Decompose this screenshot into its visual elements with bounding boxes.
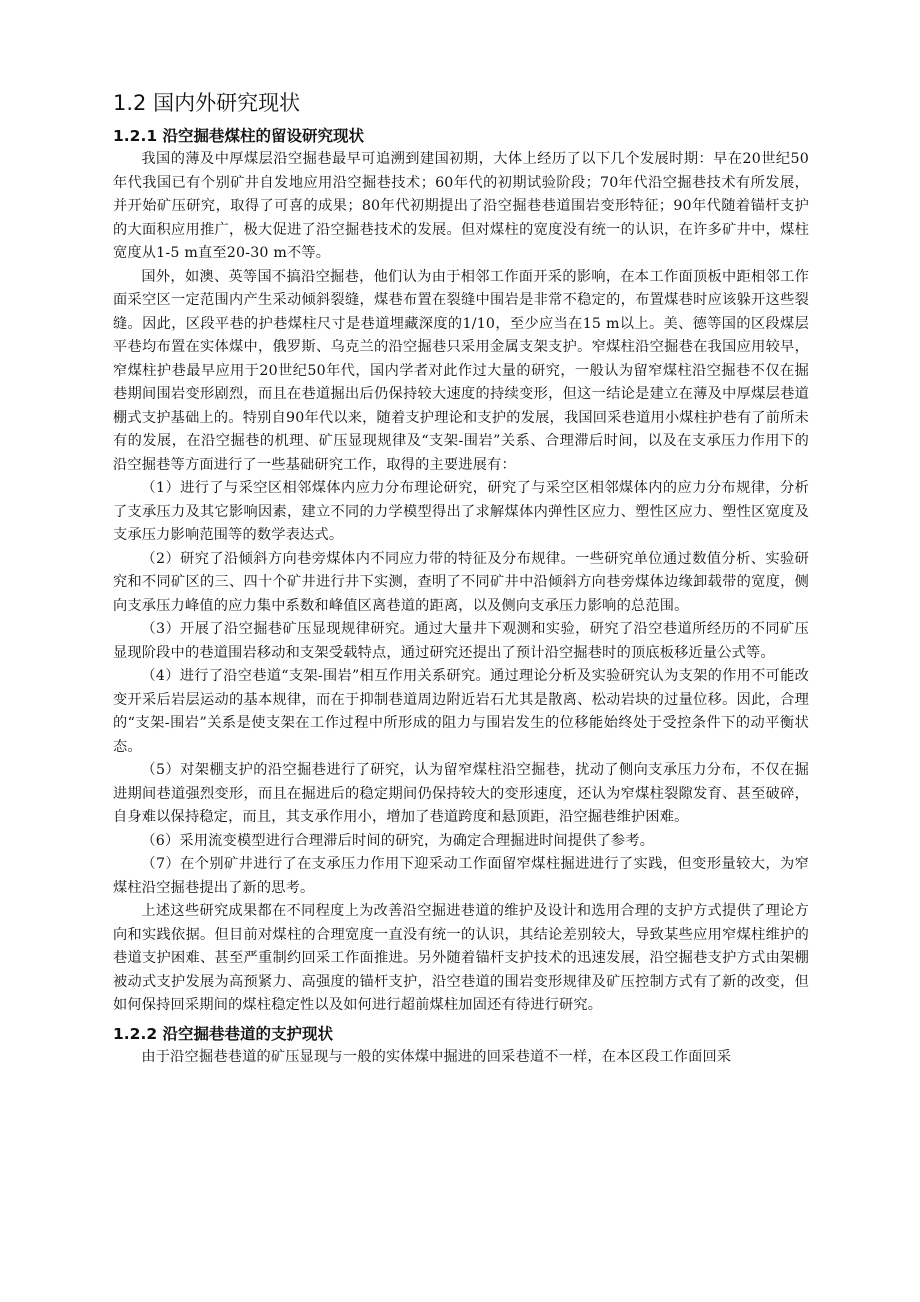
list-paragraph-7: （7）在个别矿井进行了在支承压力作用下迎采动工作面留窄煤柱掘进进行了实践，但变形量较大，为窄煤柱沿空掘巷提出了新的思考。 xyxy=(113,856,809,896)
paragraph: 我国的薄及中厚煤层沿空掘巷最早可追溯到建国初期，大体上经历了以下几个发展时期：早在20世纪50年代我国已有个别矿井自发地应用沿空掘巷技术；60年代的初期试验阶段；70年代沿空掘巷技术有所发展，并开始矿压研究，取得了可喜的成果；80年代初期提出了沿空掘巷巷道围岩变形特征；90年代随着锚杆支护的大面积应用推广，极大促进了沿空掘巷技术的发展。但对煤柱的宽度没有统一的认识，在许多矿井中，煤柱宽度从1-5 m直至20-30 m不等。 xyxy=(113,151,809,261)
list-paragraph-3: （3）开展了沿空掘巷矿压显现规律研究。通过大量井下观测和实验，研究了沿空巷道所经历的不同矿压显现阶段中的巷道围岩移动和支架受载特点，通过研究还提出了预计沿空掘巷时的顶底板移近量公式等。 xyxy=(113,621,809,661)
list-paragraph-4: （4）进行了沿空巷道“支架-围岩”相互作用关系研究。通过理论分析及实验研究认为支架的作用不可能改变开采后岩层运动的基本规律，而在于抑制巷道周边附近岩石尤其是散离、松动岩块的过量位移。因此，合理的“支架-围岩”关系是使支架在工作过程中所形成的阻力与围岩发生的位移能始终处于受控条件下的动平衡状态。 xyxy=(113,668,809,755)
subsection-heading-2: 1.2.2 沿空掘巷巷道的支护现状 xyxy=(113,1024,334,1043)
paragraph: 上述这些研究成果都在不同程度上为改善沿空掘进巷道的维护及设计和选用合理的支护方式提供了理论方向和实践依据。但目前对煤柱的合理宽度一直没有统一的认识，其结论差别较大，导致某些应用窄煤柱维护的巷道支护困难、甚至严重制约回采工作面推进。另外随着锚杆支护技术的迅速发展，沿空掘巷支护方式由架棚被动式支护发展为高预紧力、高强度的锚杆支护，沿空巷道的围岩变形规律及矿压控制方式有了新的改变，但如何保持回采期间的煤柱稳定性以及如何进行超前煤柱加固还有待进行研究。 xyxy=(113,903,809,1013)
list-paragraph-5: （5）对架棚支护的沿空掘巷进行了研究，认为留窄煤柱沿空掘巷，扰动了侧向支承压力分布，不仅在掘进期间巷道强烈变形，而且在掘进后的稳定期间仍保持较大的变形速度，还认为窄煤柱裂隙发育、甚至破碎，自身难以保持稳定，而且，其支承作用小，增加了巷道跨度和悬顶距，沿空掘巷维护困难。 xyxy=(113,762,809,825)
paragraph: 由于沿空掘巷巷道的矿压显现与一般的实体煤中掘进的回采巷道不一样，在本区段工作面回采 xyxy=(141,1048,732,1065)
list-paragraph-6: （6）采用流变模型进行合理滞后时间的研究，为确定合理掘进时间提供了参考。 xyxy=(141,832,655,849)
subsection-heading-1: 1.2.1 沿空掘巷煤柱的留设研究现状 xyxy=(113,127,365,145)
list-paragraph-1: （1）进行了与采空区相邻煤体内应力分布理论研究，研究了与采空区相邻煤体内的应力分布规律，分析了支承压力及其它影响因素，建立不同的力学模型得出了求解煤体内弹性区应力、塑性区应力、塑性区宽度及支承压力影响范围等的数学表达式。 xyxy=(113,480,809,543)
section-heading: 1.2 国内外研究现状 xyxy=(113,91,301,115)
list-paragraph-2: （2）研究了沿倾斜方向巷旁煤体内不同应力带的特征及分布规律。一些研究单位通过数值分析、实验研究和不同矿区的三、四十个矿井进行井下实测，查明了不同矿井中沿倾斜方向巷旁煤体边缘卸载带的宽度，侧向支承压力峰值的应力集中系数和峰值区离巷道的距离，以及侧向支承压力影响的总范围。 xyxy=(113,550,809,614)
document-page xyxy=(113,88,809,1069)
paragraph: 国外，如澳、英等国不搞沿空掘巷，他们认为由于相邻工作面开采的影响，在本工作面顶板中距相邻工作面采空区一定范围内产生采动倾斜裂缝，煤巷布置在裂缝中围岩是非常不稳定的，布置煤巷时应该躲开这些裂缝。因此，区段平巷的护巷煤柱尺寸是巷道埋藏深度的1/10，至少应当在15 m以上。美、德等国的区段煤层平巷均布置在实体煤中，俄罗斯、乌克兰的沿空掘巷只采用金属支架支护。窄煤柱沿空掘巷在我国应用较早，窄煤柱护巷最早应用于20世纪50年代，国内学者对此作过大量的研究，一般认为留窄煤柱沿空掘巷不仅在掘巷期间围岩变形剧烈，而且在巷道掘出后仍保持较大速度的持续变形，但这一结论是建立在薄及中厚煤层巷道棚式支护基础上的。特别自90年代以来，随着支护理论和支护的发展，我国回采巷道用小煤柱护巷有了前所未有的发展，在沿空掘巷的机理、矿压显现规律及“支架-围岩”关系、合理滞后时间，以及在支承压力作用下的沿空掘巷等方面进行了一些基础研究工作，取得的主要进展有： xyxy=(113,268,809,473)
